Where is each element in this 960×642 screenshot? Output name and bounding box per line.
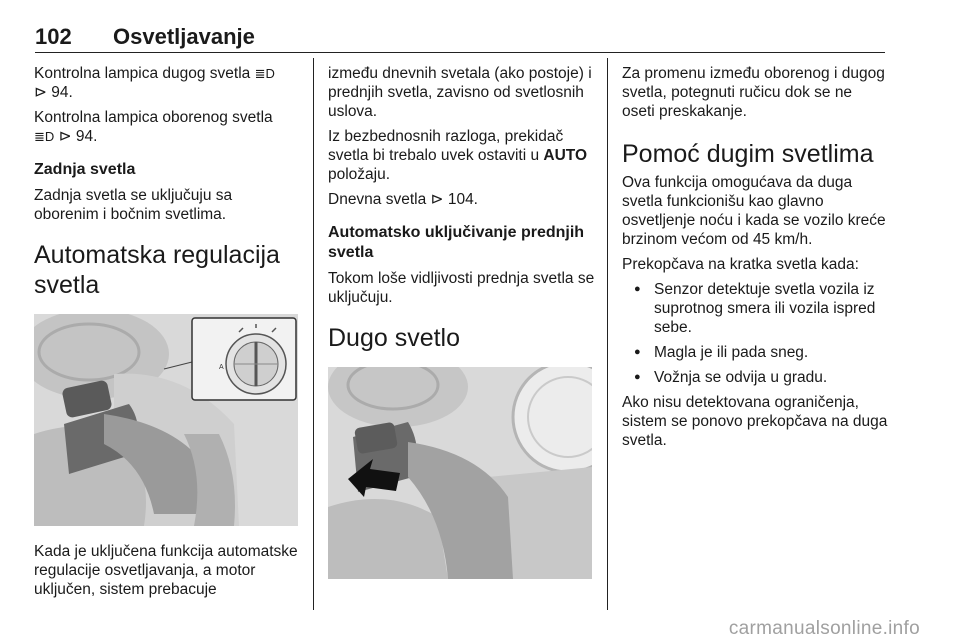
column-1 (34, 64, 300, 605)
page-reference: ⊳ 94. (58, 128, 98, 145)
column-2 (328, 64, 596, 595)
text: Iz bezbednosnih razloga, prekidač svetla bi trebalo uvek ostaviti u (328, 128, 564, 164)
column-divider (607, 58, 608, 610)
condition-list (622, 280, 888, 387)
column-divider (313, 58, 314, 610)
column-3 (622, 64, 888, 456)
text: Kontrolna lampica oborenog svetla (34, 109, 273, 126)
light-switch-photo (34, 314, 298, 526)
text: položaju. (328, 166, 391, 183)
paragraph: između dnevnih svetala (ako postoje) i prednjih svetla, zavisno od svetlosnih uslova. (328, 65, 592, 120)
heading-auto-front-lights: Automatsko uključivanje prednjih svetla (328, 224, 585, 261)
page-header (35, 22, 885, 52)
auto-label: AUTO (543, 147, 588, 164)
heading-rear-lights: Zadnja svetla (34, 161, 136, 178)
text: Kontrolna lampica dugog svetla (34, 65, 255, 82)
svg-text:A: A (219, 364, 224, 371)
list-item: ● Magla je ili pada sneg. (622, 343, 888, 362)
paragraph (328, 127, 596, 184)
paragraph (34, 108, 300, 146)
paragraph: Kada je uključena funkcija automatske regulacije osvetljavanja, a motor uključen, sistem prebacuje (34, 543, 298, 598)
paragraph: Zadnja svetla se uključuju sa oborenim i bočnim svetlima. (34, 187, 233, 223)
list-item: ● Vožnja se odvija u gradu. (622, 368, 888, 387)
paragraph: Tokom loše vidljivosti prednja svetla se uključuju. (328, 270, 595, 306)
heading-auto-light: Automatska regulacija svetla (34, 241, 280, 299)
high-beam-lever-photo (328, 367, 592, 579)
paragraph (34, 64, 300, 102)
paragraph: Prekopčava na kratka svetla kada: (622, 256, 859, 273)
heading-high-beam-assist: Pomoć dugim svetlima (622, 140, 874, 168)
low-beam-icon: ≣D (34, 129, 55, 144)
paragraph: Ova funkcija omogućava da duga svetla funkcionišu kao glavno osvetljenje noću i kada se vozilo kreće brzinom većom od 45 km/h. (622, 174, 886, 248)
page-reference: ⊳ 94. (34, 84, 73, 101)
page-number: 102 (35, 24, 72, 49)
paragraph: Ako nisu detektovana ograničenja, sistem se ponovo prekopčava na duga svetla. (622, 394, 888, 449)
high-beam-icon: ≣D (254, 66, 275, 81)
heading-high-beam: Dugo svetlo (328, 324, 461, 352)
paragraph: Za promenu između oborenog i dugog svetla, potegnuti ručicu dok se ne oseti preskakanje. (622, 65, 885, 120)
paragraph: Dnevna svetla ⊳ 104. (328, 191, 478, 208)
list-item: ● Senzor detektuje svetla vozila iz suprotnog smera ili vozila ispred sebe. (622, 280, 888, 337)
watermark: carmanualsonline.info (728, 618, 920, 639)
chapter-title: Osvetljavanje (113, 24, 255, 49)
header-rule (35, 52, 885, 53)
